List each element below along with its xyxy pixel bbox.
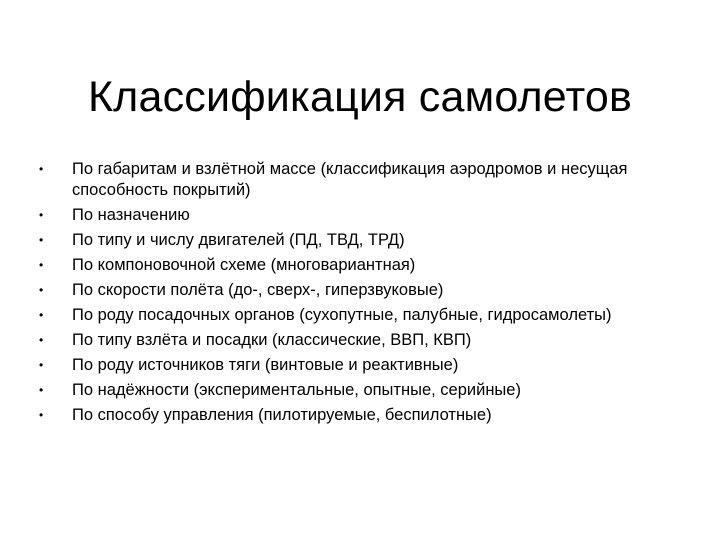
list-item [36, 159, 676, 200]
list-item-text: По типу и числу двигателей (ПД, ТВД, ТРД) [72, 230, 405, 249]
slide-title: Классификация самолетов [87, 72, 633, 121]
list-item [36, 405, 676, 426]
list-item [36, 380, 676, 401]
bullet-icon: • [39, 162, 44, 176]
list-item [36, 305, 676, 326]
bullet-icon: • [39, 207, 44, 222]
list-item-text: По скорости полёта (до-, сверх-, гиперзвуковые) [72, 280, 444, 299]
list-item-text: По надёжности (экспериментальные, опытные, серийные) [72, 380, 521, 399]
list-item-text: По компоновочной схеме (многовариантная) [72, 255, 416, 274]
list-item [36, 255, 676, 276]
bullet-icon: • [39, 307, 44, 322]
list-item-text: По роду посадочных органов (сухопутные, палубные, гидросамолеты) [72, 305, 612, 324]
list-item [36, 355, 676, 376]
bullet-icon: • [39, 332, 44, 347]
list-item-text: По типу взлёта и посадки (классические, ВВП, КВП) [72, 330, 472, 349]
bullet-icon: • [39, 407, 44, 422]
bullet-icon: • [39, 257, 44, 272]
bullet-icon: • [39, 282, 44, 297]
list-item-text: По роду источников тяги (винтовые и реактивные) [72, 355, 459, 374]
list-item [36, 330, 676, 351]
bullet-icon: • [39, 382, 44, 397]
list-item-text: По габаритам и взлётной массе (классификация аэродромов и несущая способность покрытий) [72, 160, 628, 199]
bullet-icon: • [39, 232, 44, 247]
classification-list [36, 159, 676, 430]
list-item [36, 205, 676, 226]
list-item-text: По назначению [72, 205, 190, 224]
list-item [36, 230, 676, 251]
list-item-text: По способу управления (пилотируемые, беспилотные) [72, 405, 492, 424]
bullet-icon: • [39, 357, 44, 372]
list-item [36, 280, 676, 301]
